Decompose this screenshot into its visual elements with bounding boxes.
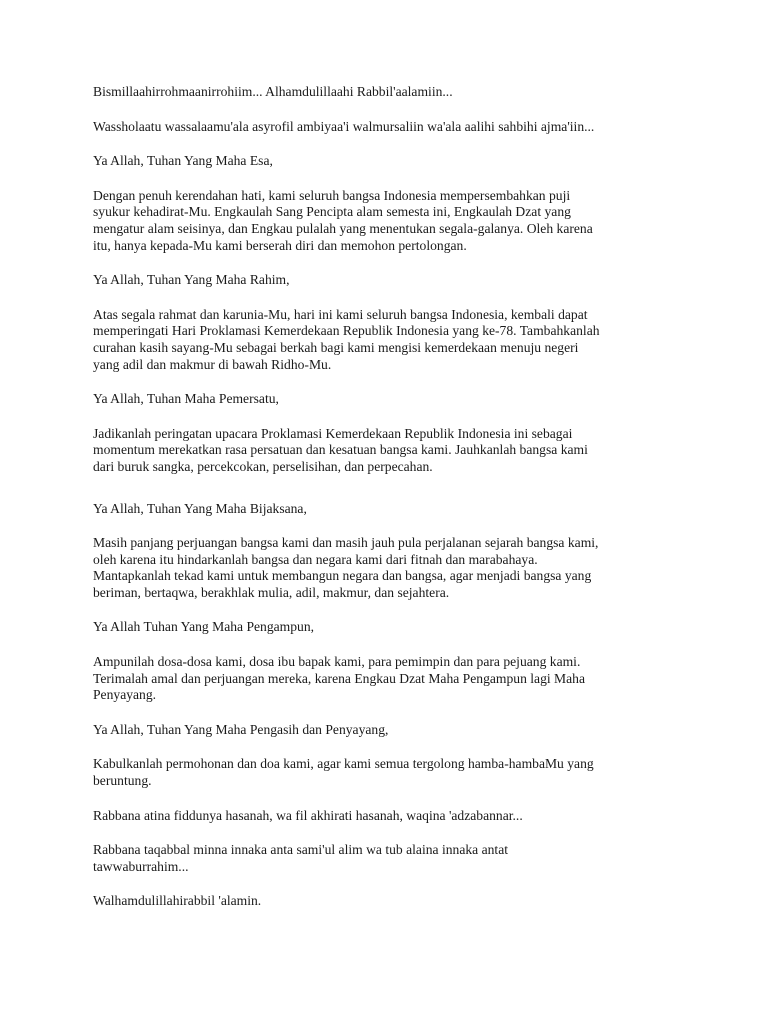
prayer-paragraph: Jadikanlah peringatan upacara Proklamasi Kemerdekaan Republik Indonesia ini sebagai momentum merekatkan rasa persatuan dan kesatuan bangsa kami. Jauhkanlah bangsa kami dari buruk sangka, percekcokan, perselisihan, dan perpecahan.	[93, 425, 588, 474]
closing-prayer: Rabbana taqabbal minna innaka anta sami'ul alim wa tub alaina innaka antat tawwaburrahim...	[93, 842, 509, 874]
invocation-heading: Ya Allah, Tuhan Yang Maha Pengasih dan Penyayang,	[93, 721, 389, 737]
closing-line: Walhamdulillahirabbil 'alamin.	[93, 893, 262, 909]
invocation-heading: Ya Allah, Tuhan Maha Pemersatu,	[93, 391, 279, 407]
document-body	[93, 84, 683, 910]
invocation-heading: Ya Allah, Tuhan Yang Maha Esa,	[93, 153, 273, 169]
invocation-heading: Ya Allah, Tuhan Yang Maha Rahim,	[93, 272, 290, 288]
invocation-heading: Ya Allah Tuhan Yang Maha Pengampun,	[93, 619, 315, 635]
prayer-paragraph: Masih panjang perjuangan bangsa kami dan masih jauh pula perjalanan sejarah bangsa kami, oleh karena itu hindarkanlah bangsa dan negara kami dari fitnah dan marabahaya. Mantapkanlah tekad kami untuk membangun negara dan bangsa, agar menjadi bangsa yang beriman, bertaqwa, berakhlak mulia, adil, makmur, dan sejahtera.	[93, 535, 599, 600]
prayer-paragraph: Atas segala rahmat dan karunia-Mu, hari ini kami seluruh bangsa Indonesia, kembali dapat memperingati Hari Proklamasi Kemerdekaan Republik Indonesia yang ke-78. Tambahkanlah curahan kasih sayang-Mu sebagai berkah bagi kami mengisi kemerdekaan menuju negeri yang adil dan makmur di bawah Ridho-Mu.	[93, 306, 600, 372]
invocation-heading: Ya Allah, Tuhan Yang Maha Bijaksana,	[93, 500, 307, 516]
salutation-line: Wassholaatu wassalaamu'ala asyrofil ambiyaa'i walmursaliin wa'ala aalihi sahbihi ajma'iin...	[93, 118, 595, 134]
opening-line: Bismillaahirrohmaanirrohiim... Alhamdulillaahi Rabbil'aalamiin...	[93, 84, 453, 99]
prayer-paragraph: Ampunilah dosa-dosa kami, dosa ibu bapak kami, para pemimpin dan para pejuang kami. Terimalah amal dan perjuangan mereka, karena Engkau Dzat Maha Pengampun lagi Maha Penyayang.	[93, 654, 585, 703]
prayer-paragraph: Kabulkanlah permohonan dan doa kami, agar kami semua tergolong hamba-hambaMu yang beruntung.	[93, 756, 594, 789]
prayer-paragraph: Dengan penuh kerendahan hati, kami seluruh bangsa Indonesia mempersembahkan puji syukur kehadirat-Mu. Engkaulah Sang Pencipta alam semesta ini, Engkaulah Dzat yang mengatur alam seisinya, dan Engkau pulalah yang menentukan segala-galanya. Oleh karena itu, hanya kepada-Mu kami berserah diri dan memohon pertolongan.	[93, 187, 593, 253]
closing-prayer: Rabbana atina fiddunya hasanah, wa fil akhirati hasanah, waqina 'adzabannar...	[93, 807, 523, 823]
